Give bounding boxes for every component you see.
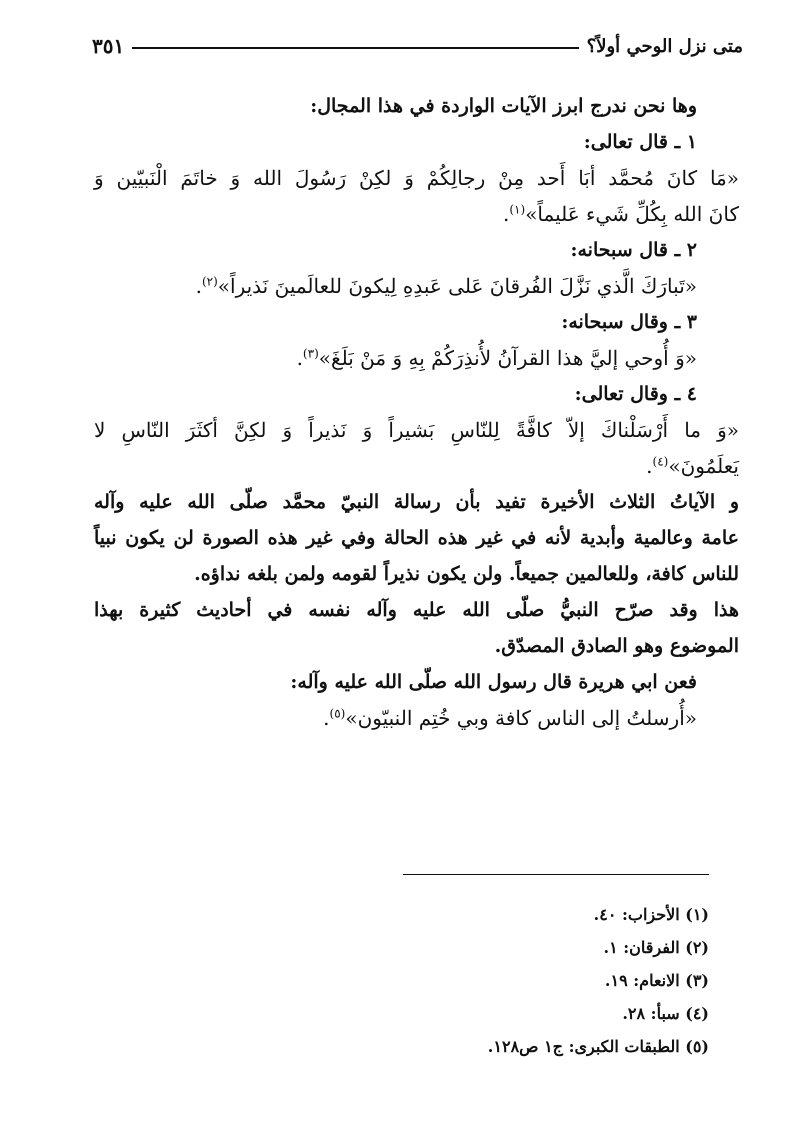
footnote-separator	[403, 874, 709, 875]
item-1-verse-line-2	[94, 196, 739, 232]
footnote-5: (٥) الطبقات الكبرى: ج١ ص١٢٨.	[487, 1037, 709, 1056]
item-4-label: ٤ ـ وقال تعالى:	[574, 383, 697, 405]
verse-end: .	[296, 346, 303, 370]
main-text	[94, 88, 739, 736]
footnote-2: (٢) الفرقان: ١.	[603, 938, 709, 957]
verse-text: «وَ أُوحي إليَّ هذا القرآنُ لأُنذِرَكُمْ بِهِ وَ مَنْ بَلَغَ»	[318, 346, 697, 370]
item-4-verse-line-2	[94, 448, 739, 484]
verse-end: .	[646, 454, 653, 478]
footnote-ref-1[interactable]: (١)	[509, 202, 526, 217]
verse-end: .	[195, 274, 202, 298]
footnote-3: (٣) الانعام: ١٩.	[604, 971, 709, 990]
verse-text: «تَبارَكَ الَّذي نَزَّلَ الفُرقانَ عَلى عَبدِهِ لِيكونَ للعالَمينَ نَذيراً»	[217, 274, 697, 298]
footnote-ref-3[interactable]: (٣)	[302, 346, 319, 361]
running-header	[92, 30, 743, 62]
para-1-line-1: و الآياتُ الثلاث الأخيرة تفيد بأن رسالة النبيّ محمَّد صلّى الله عليه وآله	[94, 491, 739, 513]
item-2-label: ٢ ـ قال سبحانه:	[570, 239, 697, 261]
item-2-verse-line-1	[94, 268, 739, 304]
hadith-end: .	[323, 706, 330, 730]
verse-text: كانَ الله بِكُلِّ شَيء عَليماً»	[525, 202, 739, 226]
chapter-title: متى نزل الوحي أولاً؟	[586, 35, 743, 57]
footnote-ref-5[interactable]: (٥)	[329, 706, 346, 721]
hadith-quote	[94, 700, 739, 736]
footnote-1: (١) الأحزاب: ٤٠.	[593, 905, 709, 924]
footnotes	[200, 898, 709, 1063]
hadith-intro: فعن ابي هريرة قال رسول الله صلّى الله عليه وآله:	[290, 671, 697, 693]
footnote-ref-2[interactable]: (٢)	[201, 274, 218, 289]
para-2-line-1: هذا وقد صرّح النبيُّ صلّى الله عليه وآله نفسه في أحاديث كثيرة بهذا	[94, 599, 739, 621]
item-3-verse-line-1	[94, 340, 739, 376]
para-1-line-3: للناس كافة، وللعالمين جميعاً. ولن يكون نذيراً لقومه ولمن بلغه نداؤه.	[194, 563, 739, 585]
verse-text: يَعلَمُونَ»	[668, 454, 739, 478]
hadith-text: «أُرسلتُ إلى الناس كافة وبي خُتِم النبيّون»	[345, 706, 697, 730]
footnote-ref-4[interactable]: (٤)	[652, 454, 669, 469]
item-3-label: ٣ ـ وقال سبحانه:	[561, 311, 697, 333]
verse-end: .	[503, 202, 510, 226]
header-rule	[132, 47, 578, 49]
item-1-verse-line-1: «مَا كانَ مُحمَّد أبَا أَحد مِنْ رجالِكُمْ وَ لكِنْ رَسُولَ الله وَ خاتَمَ الْنَبيّين وَ	[94, 166, 739, 190]
para-1-line-2: عامة وعالمية وأبدية لأنه في غير هذه الحالة وفي غير هذه الصورة لن يكون نبياً	[94, 527, 739, 549]
intro-line: وها نحن ندرج ابرز الآيات الواردة في هذا المجال:	[310, 95, 697, 117]
footnote-4: (٤) سبأ: ٢٨.	[622, 1004, 709, 1023]
item-1-label: ١ ـ قال تعالى:	[583, 131, 697, 153]
para-2-line-2: الموضوع وهو الصادق المصدّق.	[494, 635, 739, 657]
page-number: ٣٥١	[92, 34, 125, 58]
item-4-verse-line-1: «وَ ما أَرْسَلْناكَ إلاّ كافَّةً لِلنّاسِ بَشيراً وَ نَذيراً وَ لكِنَّ أكثَرَ النّاسِ لا	[94, 418, 739, 442]
